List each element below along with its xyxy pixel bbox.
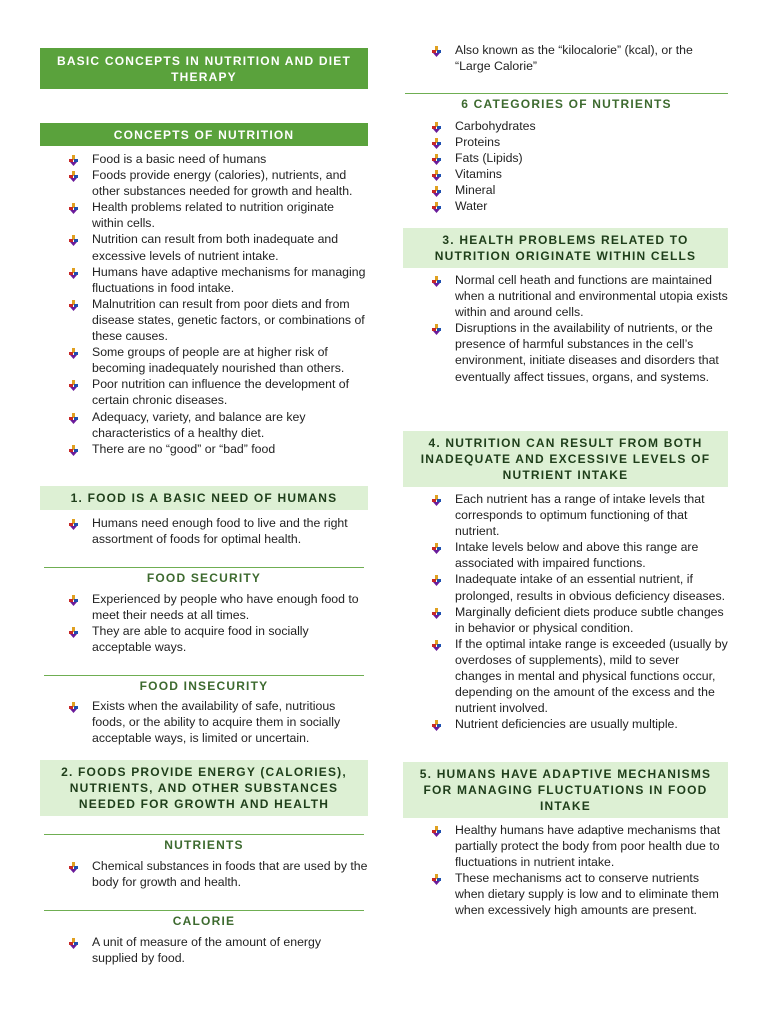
arrow-bullet-icon bbox=[431, 169, 443, 180]
arrow-bullet-icon bbox=[431, 185, 443, 196]
categories-heading: 6 CATEGORIES OF NUTRIENTS bbox=[405, 93, 728, 112]
list-item: If the optimal intake range is exceeded (usually by overdoses of supplements), mild to sever changes in mental and physical functions occur, depending on the amount of the excess and the nutrient involved. bbox=[403, 636, 728, 716]
list-item: Foods provide energy (calories), nutrients, and other substances needed for growth and health. bbox=[40, 167, 368, 199]
list-item: Humans have adaptive mechanisms for managing fluctuations in food intake. bbox=[40, 264, 368, 296]
list-item: These mechanisms act to conserve nutrients when dietary supply is low and to eliminate them when excessively high amounts are present. bbox=[403, 870, 728, 918]
list-item: Poor nutrition can influence the development of certain chronic diseases. bbox=[40, 376, 368, 408]
list-item: Inadequate intake of an essential nutrient, if prolonged, results in obvious deficiency diseases. bbox=[403, 571, 728, 603]
list-item: Nutrient deficiencies are usually multiple. bbox=[403, 716, 728, 732]
list-item: Exists when the availability of safe, nutritious foods, or the ability to acquire them in socially acceptable ways, is limited or uncertain. bbox=[40, 698, 368, 746]
arrow-bullet-icon bbox=[431, 639, 443, 650]
arrow-bullet-icon bbox=[431, 494, 443, 505]
arrow-bullet-icon bbox=[431, 121, 443, 132]
list-item: Vitamins bbox=[403, 166, 728, 182]
food-insecurity-heading: FOOD INSECURITY bbox=[44, 675, 364, 694]
section-1-list bbox=[40, 515, 368, 547]
arrow-bullet-icon bbox=[68, 594, 80, 605]
nutrients-heading: NUTRIENTS bbox=[44, 834, 364, 853]
section-4-list bbox=[403, 491, 728, 732]
list-item: Intake levels below and above this range are associated with impaired functions. bbox=[403, 539, 728, 571]
list-item: Carbohydrates bbox=[403, 118, 728, 134]
arrow-bullet-icon bbox=[431, 275, 443, 286]
arrow-bullet-icon bbox=[68, 937, 80, 948]
calorie-heading: CALORIE bbox=[44, 910, 364, 929]
section-1-heading: 1. FOOD IS A BASIC NEED OF HUMANS bbox=[40, 486, 368, 510]
arrow-bullet-icon bbox=[431, 542, 443, 553]
list-item: Healthy humans have adaptive mechanisms that partially protect the body from poor health due to fluctuations in nutrient intake. bbox=[403, 822, 728, 870]
list-item: Marginally deficient diets produce subtle changes in behavior or physical condition. bbox=[403, 604, 728, 636]
list-item: Chemical substances in foods that are used by the body for growth and health. bbox=[40, 858, 368, 890]
arrow-bullet-icon bbox=[431, 45, 443, 56]
arrow-bullet-icon bbox=[431, 825, 443, 836]
list-item: There are no “good” or “bad” food bbox=[40, 441, 368, 457]
arrow-bullet-icon bbox=[68, 234, 80, 245]
list-item: Experienced by people who have enough food to meet their needs at all times. bbox=[40, 591, 368, 623]
arrow-bullet-icon bbox=[68, 202, 80, 213]
section-4-heading: 4. NUTRITION CAN RESULT FROM BOTH INADEQUATE AND EXCESSIVE LEVELS OF NUTRIENT INTAKE bbox=[403, 431, 728, 487]
list-item: They are able to acquire food in socially acceptable ways. bbox=[40, 623, 368, 655]
arrow-bullet-icon bbox=[68, 170, 80, 181]
arrow-bullet-icon bbox=[68, 701, 80, 712]
categories-list bbox=[403, 118, 728, 215]
arrow-bullet-icon bbox=[431, 153, 443, 164]
list-item: Fats (Lipids) bbox=[403, 150, 728, 166]
section-3-list bbox=[403, 272, 728, 385]
arrow-bullet-icon bbox=[431, 719, 443, 730]
list-item: Proteins bbox=[403, 134, 728, 150]
list-item: Health problems related to nutrition originate within cells. bbox=[40, 199, 368, 231]
section-2-heading: 2. FOODS PROVIDE ENERGY (CALORIES), NUTRIENTS, AND OTHER SUBSTANCES NEEDED FOR GROWTH AND HEALTH bbox=[40, 760, 368, 816]
list-item: Food is a basic need of humans bbox=[40, 151, 368, 167]
list-item: Each nutrient has a range of intake levels that corresponds to optimum functioning of that nutrient. bbox=[403, 491, 728, 539]
list-item: Disruptions in the availability of nutrients, or the presence of harmful substances in the cell’s environment, initiate diseases and disorders that eventually affect tissues, organs, and systems. bbox=[403, 320, 728, 384]
food-insecurity-list bbox=[40, 698, 368, 746]
arrow-bullet-icon bbox=[431, 574, 443, 585]
list-item: Some groups of people are at higher risk of becoming inadequately nourished than others. bbox=[40, 344, 368, 376]
arrow-bullet-icon bbox=[431, 873, 443, 884]
list-item: Adequacy, variety, and balance are key characteristics of a healthy diet. bbox=[40, 409, 368, 441]
food-security-list bbox=[40, 591, 368, 655]
list-item: Also known as the “kilocalorie” (kcal), or the “Large Calorie” bbox=[403, 42, 728, 74]
nutrients-list bbox=[40, 858, 368, 890]
section-5-heading: 5. HUMANS HAVE ADAPTIVE MECHANISMS FOR MANAGING FLUCTUATIONS IN FOOD INTAKE bbox=[403, 762, 728, 818]
food-security-heading: FOOD SECURITY bbox=[44, 567, 364, 586]
arrow-bullet-icon bbox=[68, 626, 80, 637]
list-item: Nutrition can result from both inadequate and excessive levels of nutrient intake. bbox=[40, 231, 368, 263]
concepts-list bbox=[40, 151, 368, 457]
calorie-list bbox=[40, 934, 368, 966]
section-3-heading: 3. HEALTH PROBLEMS RELATED TO NUTRITION ORIGINATE WITHIN CELLS bbox=[403, 228, 728, 268]
list-item: Malnutrition can result from poor diets and from disease states, genetic factors, or combinations of these causes. bbox=[40, 296, 368, 344]
arrow-bullet-icon bbox=[431, 607, 443, 618]
arrow-bullet-icon bbox=[68, 518, 80, 529]
section-5-list bbox=[403, 822, 728, 919]
document-title: BASIC CONCEPTS IN NUTRITION AND DIET THERAPY bbox=[40, 48, 368, 89]
arrow-bullet-icon bbox=[431, 201, 443, 212]
arrow-bullet-icon bbox=[68, 267, 80, 278]
list-item: Normal cell heath and functions are maintained when a nutritional and environmental utopia exists within and around cells. bbox=[403, 272, 728, 320]
list-item: Humans need enough food to live and the right assortment of foods for optimal health. bbox=[40, 515, 368, 547]
list-item: Mineral bbox=[403, 182, 728, 198]
concepts-heading: CONCEPTS OF NUTRITION bbox=[40, 123, 368, 146]
arrow-bullet-icon bbox=[68, 444, 80, 455]
arrow-bullet-icon bbox=[68, 412, 80, 423]
arrow-bullet-icon bbox=[68, 379, 80, 390]
arrow-bullet-icon bbox=[68, 347, 80, 358]
arrow-bullet-icon bbox=[431, 323, 443, 334]
arrow-bullet-icon bbox=[68, 154, 80, 165]
calorie-continued-list bbox=[403, 42, 728, 74]
list-item: A unit of measure of the amount of energy supplied by food. bbox=[40, 934, 368, 966]
list-item: Water bbox=[403, 198, 728, 214]
arrow-bullet-icon bbox=[431, 137, 443, 148]
arrow-bullet-icon bbox=[68, 861, 80, 872]
arrow-bullet-icon bbox=[68, 299, 80, 310]
